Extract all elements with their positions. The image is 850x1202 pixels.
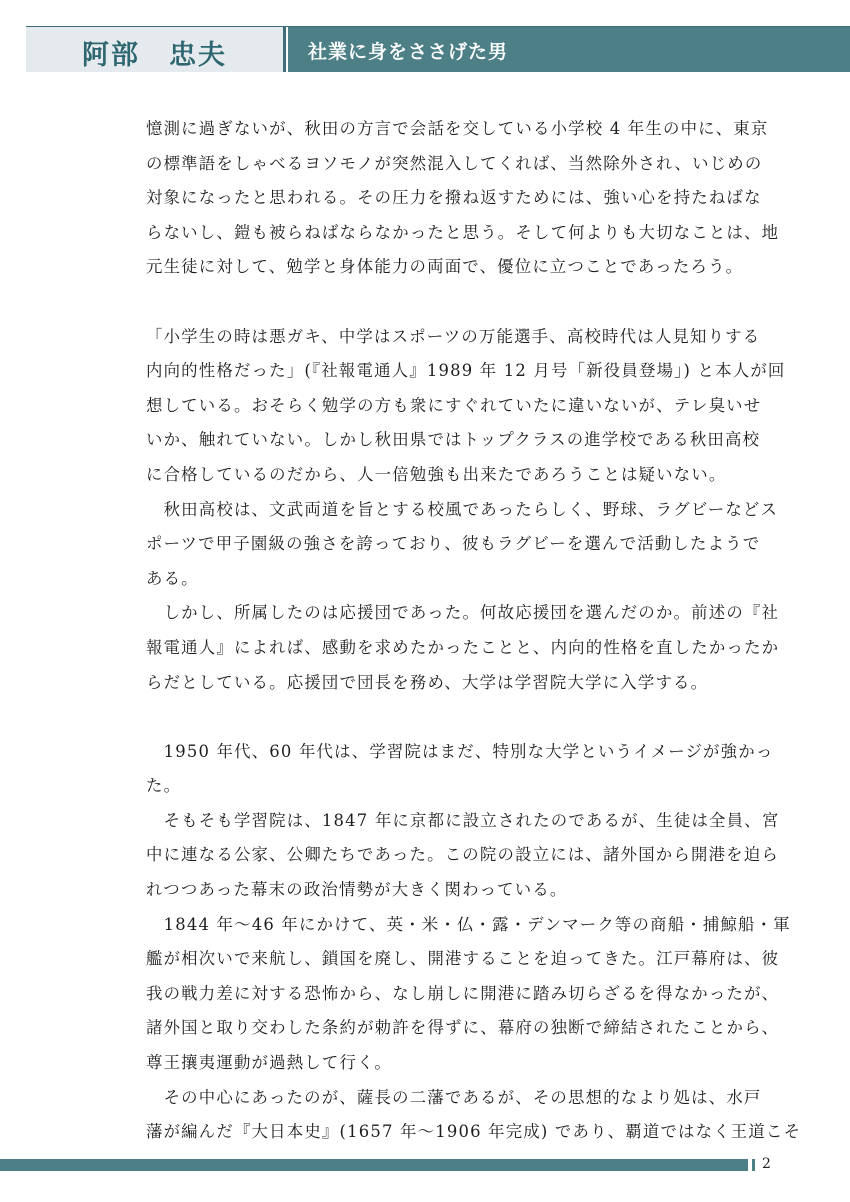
text-line: 元生徒に対して、勉学と身体能力の両面で、優位に立つことであったろう。	[146, 257, 744, 277]
text-line: 憶測に過ぎないが、秋田の方言で会話を交している小学校 4 年生の中に、東京	[146, 119, 769, 138]
footer-divider	[752, 1159, 755, 1171]
author-name: 阿部 忠夫	[82, 40, 227, 71]
text-line: に合格しているのだから、人一倍勉強も出来たであろうことは疑いない。	[146, 464, 727, 484]
text-line: 藩が編んだ『大日本史』(1657 年～1906 年完成) であり、覇道ではなく王道こそ	[146, 1122, 802, 1142]
text-line: 「小学生の時は悪ガキ、中学はスポーツの万能選手、高校時代は人見知りする	[146, 326, 761, 346]
footer-bar	[0, 1159, 748, 1171]
text-line: 報電通人』によれば、感動を求めたかったことと、内向的性格を直したかったか	[146, 637, 780, 657]
page-number: 2	[762, 1156, 771, 1172]
text-line: れつつあった幕末の政治情勢が大きく関わっている。	[146, 880, 568, 900]
text-line: 秋田高校は、文武両道を旨とする校風であったらしく、野球、ラグビーなどス	[146, 499, 779, 519]
text-line: の標準語をしゃべるヨソモノが突然混入してくれば、当然除外され、いじめの	[146, 153, 763, 173]
text-line: 対象になったと思われる。その圧力を撥ね返すためには、強い心を持たねばな	[146, 188, 762, 208]
text-line: その中心にあったのが、薩長の二藩であるが、その思想的なより処は、水戸	[146, 1087, 762, 1107]
text-line: そもそも学習院は、1847 年に京都に設立されたのであるが、生徒は全員、宮	[146, 810, 780, 830]
text-line: しかし、所属したのは応援団であった。何故応援団を選んだのか。前述の『社	[146, 603, 780, 623]
text-line: 尊王攘夷運動が過熱して行く。	[146, 1053, 392, 1073]
paragraph-gap	[146, 285, 766, 320]
text-line: ある。	[146, 568, 199, 588]
text-line: 想している。おそらく勉学の方も衆にすぐれていたに違いないが、テレ臭いせ	[146, 395, 762, 415]
text-line: らだとしている。応援団で団長を務め、大学は学習院大学に入学する。	[146, 672, 709, 692]
text-line: らないし、鎧も被らねばならなかったと思う。そして何よりも大切なことは、地	[146, 222, 780, 242]
text-line: 内向的性格だった」(『社報電通人』1989 年 12 月号「新役員登場」) と本人が回	[146, 361, 786, 381]
text-line: 我の戦力差に対する恐怖から、なし崩しに開港に踏み切らざるを得なかったが、	[146, 983, 780, 1003]
article-title: 社業に身をささげた男	[308, 41, 509, 63]
text-line: 諸外国と取り交わした条約が勅許を得ずに、幕府の独断で締結されたことから、	[146, 1018, 780, 1038]
text-line: 艦が相次いで来航し、鎖国を廃し、開港することを迫ってきた。江戸幕府は、彼	[146, 949, 780, 969]
text-line: た。	[146, 776, 182, 796]
page-header	[26, 26, 850, 73]
text-line: 1950 年代、60 年代は、学習院はまだ、特別な大学というイメージが強かっ	[146, 741, 774, 761]
author-box	[26, 27, 286, 72]
title-box	[288, 27, 850, 72]
text-line: いか、触れていない。しかし秋田県ではトップクラスの進学校である秋田高校	[146, 430, 761, 450]
text-line: 中に連なる公家、公卿たちであった。この院の設立には、諸外国から開港を迫ら	[146, 845, 779, 865]
paragraph-gap	[146, 700, 766, 735]
body-text	[146, 112, 802, 1150]
text-line: ポーツで甲子園級の強さを誇っており、彼もラグビーを選んで活動したようで	[146, 534, 761, 554]
text-line: 1844 年～46 年にかけて、英・米・仏・露・デンマーク等の商船・捕鯨船・軍	[146, 914, 791, 934]
